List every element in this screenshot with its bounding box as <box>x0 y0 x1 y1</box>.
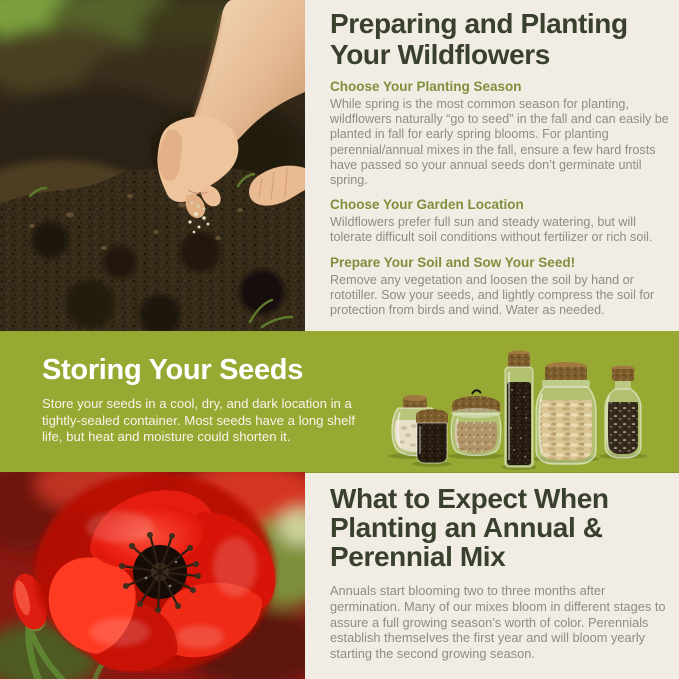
jar-pumpkin-seeds <box>536 362 596 464</box>
bottom-heading-line-1: What to Expect When <box>330 483 609 514</box>
top-text-column <box>330 8 670 318</box>
planting-season-body: While spring is the most common season for planting, wildflowers naturally “go to seed” in the fall and can easily be planted in fall for early spring blooms. For planting perennial/annual mixes in the fall, ensure a few hard frosts have passed so your annual seeds don’t germinate until spring. <box>330 97 669 188</box>
top-heading-line-2: Your Wildflowers <box>330 39 550 70</box>
planting-season-title: Choose Your Planting Season <box>330 79 522 94</box>
storing-heading: Storing Your Seeds <box>42 354 304 386</box>
planting-season-item <box>330 79 670 188</box>
jar-dark-seeds <box>416 409 448 463</box>
bottom-text-column <box>330 484 670 662</box>
jar-tan-seeds <box>451 390 501 455</box>
storing-body: Store your seeds in a cool, dry, and dark location in a tightly-sealed container. Most seeds have a long shelf life, but heat and moisture could shorten it. <box>42 396 356 444</box>
top-heading-line-1: Preparing and Planting <box>330 8 628 39</box>
seed-jars-photo <box>388 342 663 472</box>
poppy-photo <box>0 472 305 679</box>
bottom-heading-line-2: Planting an Annual & <box>330 512 603 543</box>
prepare-soil-item <box>330 255 670 319</box>
prepare-soil-body: Remove any vegetation and loosen the soil by hand or rototiller. Sow your seeds, and lightly compress the soil for protection from birds and wind. Water as needed. <box>330 272 655 318</box>
bottom-body: Annuals start blooming two to three months after germination. Many of our mixes bloom in different stages to assure a full growing season’s worth of color. Perennials establish themselves the first year and will bloom yearly starting the second growing season. <box>330 583 666 662</box>
section-preparing-planting <box>0 0 679 331</box>
jar-tall-cylinder <box>505 351 533 468</box>
garden-location-item <box>330 197 670 245</box>
garden-location-body: Wildflowers prefer full sun and steady watering, but will tolerate difficult soil conditions without fertilizer or rich soil. <box>330 215 653 245</box>
bottom-heading-line-3: Perennial Mix <box>330 541 506 572</box>
garden-location-title: Choose Your Garden Location <box>330 197 524 213</box>
section-what-to-expect <box>0 472 679 679</box>
prepare-soil-title: Prepare Your Soil and Sow Your Seed! <box>330 254 576 270</box>
band-text-column <box>42 353 372 446</box>
jar-sunflower-seeds <box>605 366 641 459</box>
sowing-hand-photo <box>0 0 305 331</box>
